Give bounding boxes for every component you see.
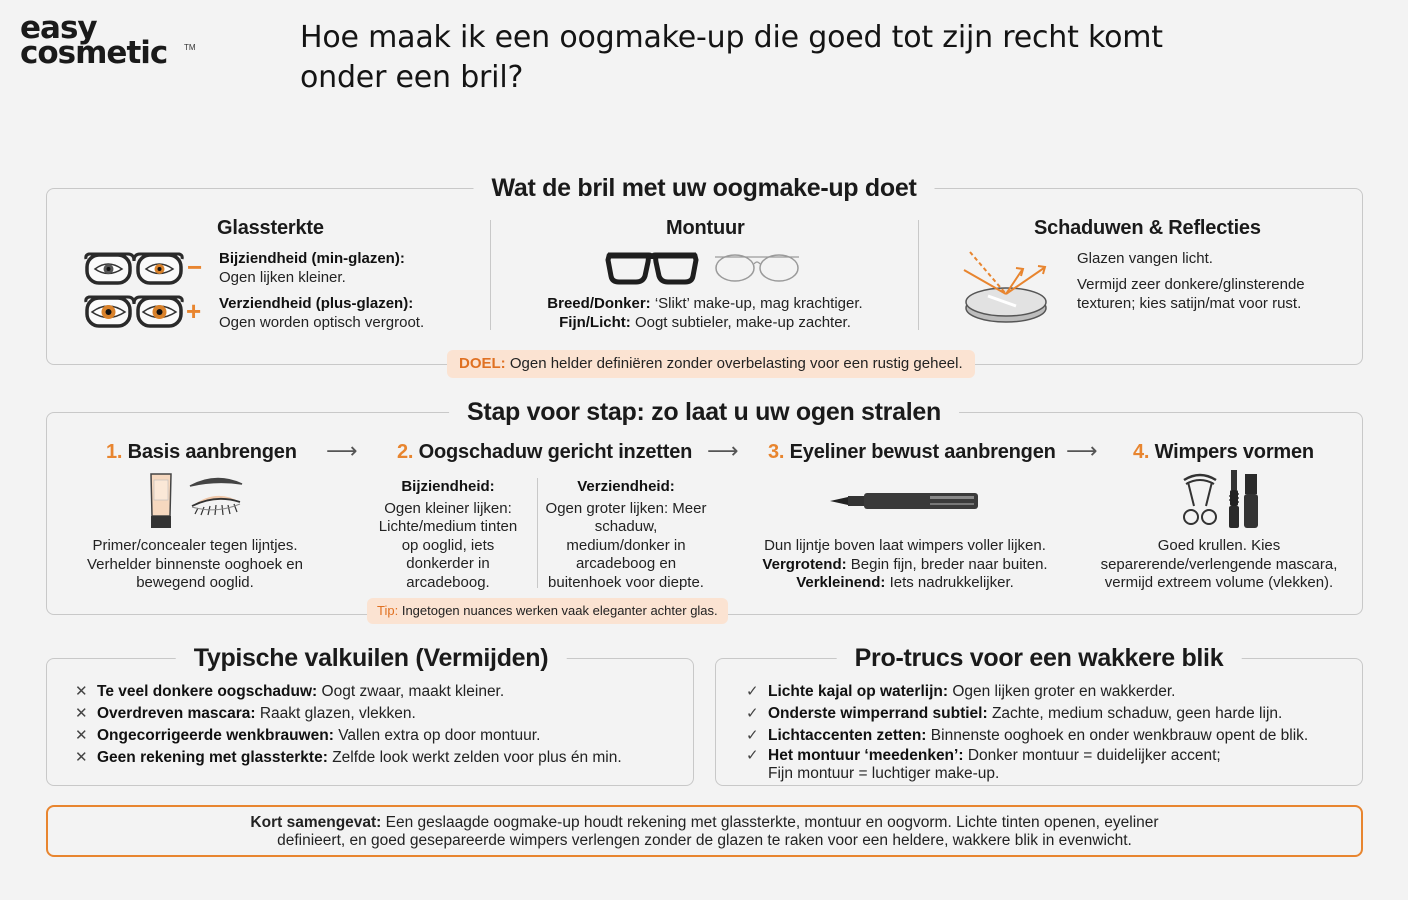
- item-text: Zelfde look werkt zelden voor plus én min.: [332, 749, 622, 766]
- logo-trademark: TM: [184, 43, 196, 52]
- pitfalls-title: Typische valkuilen (Vermijden): [176, 643, 567, 673]
- step-2-myopia-heading: Bijziendheid:: [401, 478, 495, 495]
- step-3-reduce-text: Iets nadrukkelijker.: [889, 574, 1014, 591]
- item-label: Ongecorrigeerde wenkbrauwen:: [97, 727, 334, 744]
- step-2-heading: [397, 441, 692, 464]
- brand-logo: [20, 10, 196, 72]
- glasses-effect-title: Wat de bril met uw oogmake-up doet: [473, 173, 934, 203]
- item-text: Ogen lijken groter en wakkerder.: [952, 683, 1176, 700]
- list-item: [75, 725, 685, 747]
- shadows-heading: Schaduwen & Reflecties: [1034, 217, 1261, 239]
- mascara-icon: [1227, 470, 1261, 530]
- item-label: Onderste wimperrand subtiel:: [768, 705, 988, 722]
- step-2-myopia-text: Ogen kleiner lijken: Lichte/medium tinten op ooglid, iets donkerder in arcadeboog.: [378, 499, 518, 591]
- tip-badge: [367, 598, 728, 624]
- glasses-strength-heading: Glassterkte: [217, 217, 324, 239]
- step-4-number: 4.: [1133, 441, 1150, 463]
- step-1-text: Primer/concealer tegen lijntjes. Verhelder binnenste ooghoek en bewegend ooglid.: [86, 537, 303, 591]
- pro-tricks-list: [746, 681, 1356, 783]
- step-1-number: 1.: [106, 441, 123, 463]
- item-text: Binnenste ooghoek en onder wenkbrauw opent de blik.: [930, 727, 1309, 744]
- summary-box: [46, 805, 1363, 857]
- eyeliner-pen-icon: [830, 490, 980, 512]
- cross-icon: ✕: [75, 705, 88, 722]
- step-1-title: Basis aanbrengen: [127, 441, 297, 463]
- hyperopia-text: Ogen worden optisch vergroot.: [219, 313, 425, 331]
- list-item: [746, 703, 1356, 725]
- thin-frame-glasses-icon: [713, 252, 801, 284]
- list-item: [75, 747, 685, 769]
- step-4-heading: [1133, 441, 1314, 464]
- eyelid-icon: [186, 474, 246, 524]
- divider: [490, 220, 491, 330]
- step-3-line-1: Dun lijntje boven laat wimpers voller lijken.: [764, 537, 1046, 554]
- step-arrow-3-4: ⟶: [1066, 438, 1098, 463]
- cross-icon: ✕: [75, 749, 88, 766]
- pro-tricks-title: Pro-trucs voor een wakkere blik: [837, 643, 1242, 673]
- thin-frame-label: Fijn/Licht:: [559, 313, 631, 331]
- step-3-reduce-label: Verkleinend:: [796, 574, 886, 591]
- step-3-enlarge-text: Begin fijn, breder naar buiten.: [850, 555, 1048, 573]
- step-4-text: Goed krullen. Kies separerende/verlengende mascara, vermijd extreem volume (vlekken).: [1100, 537, 1338, 591]
- step-arrow-2-3: ⟶: [707, 438, 739, 463]
- item-label: Lichte kajal op waterlijn:: [768, 683, 949, 700]
- frame-description: [520, 295, 890, 332]
- step-arrow-1-2: ⟶: [326, 438, 358, 463]
- frame-heading: Montuur: [666, 217, 745, 239]
- wide-frame-text: ‘Slikt’ make-up, mag krachtiger.: [654, 295, 863, 312]
- eyelash-curler-icon: [1180, 470, 1220, 528]
- list-item: [75, 681, 685, 703]
- check-icon: ✓: [746, 727, 759, 744]
- cross-icon: ✕: [75, 727, 88, 744]
- hyperopia-description: [219, 295, 479, 332]
- step-2-hyperopia: [545, 478, 707, 592]
- step-2-title: Oogschaduw gericht inzetten: [418, 441, 693, 463]
- step-3-text: [740, 537, 1070, 593]
- myopia-description: [219, 250, 479, 287]
- step-1-heading: [106, 441, 297, 464]
- step-4-title: Wimpers vormen: [1154, 441, 1314, 463]
- shadows-line-2: Vermijd zeer donkere/glinsterende texturen; kies satijn/mat voor rust.: [1077, 276, 1305, 312]
- item-text: Fijn montuur = luchtiger make-up.: [768, 765, 1000, 782]
- goal-label: DOEL:: [459, 355, 506, 372]
- myopia-label: Bijziendheid (min-glazen):: [219, 250, 405, 267]
- item-text: Raakt glazen, vlekken.: [259, 705, 416, 722]
- glasses-plus-icon: [84, 294, 184, 330]
- thin-frame-text: Oogt subtieler, make-up zachter.: [634, 313, 851, 331]
- summary-label: Kort samengevat:: [250, 814, 382, 831]
- list-item: [746, 747, 1356, 783]
- divider: [918, 220, 919, 330]
- glasses-minus-icon: [84, 251, 184, 287]
- logo-line-2: cosmetic: [20, 35, 168, 72]
- divider: [537, 478, 538, 588]
- hyperopia-label: Verziendheid (plus-glazen):: [219, 295, 414, 312]
- cross-icon: ✕: [75, 683, 88, 700]
- plus-symbol: +: [186, 296, 202, 326]
- thick-frame-glasses-icon: [605, 250, 699, 286]
- page-title: Hoe maak ik een oogmake-up die goed tot zijn recht komt onder een bril?: [300, 20, 1163, 95]
- logo-line-1: easy: [20, 10, 97, 46]
- item-text: Vallen extra op door montuur.: [338, 727, 541, 744]
- item-label: Te veel donkere oogschaduw:: [97, 683, 318, 700]
- item-label: Overdreven mascara:: [97, 705, 256, 722]
- step-2-number: 2.: [397, 441, 414, 463]
- pitfalls-list: [75, 681, 685, 769]
- lens-reflection-icon: [960, 248, 1052, 330]
- summary-line-1: Een geslaagde oogmake-up houdt rekening met glassterkte, montuur en oogvorm. Lichte tinten openen, eyeliner: [385, 814, 1159, 831]
- check-icon: ✓: [746, 683, 759, 700]
- tip-label: Tip:: [377, 603, 399, 618]
- step-2-hyperopia-text: Ogen groter lijken: Meer schaduw, medium/donker in arcadeboog en buitenhoek voor diepte.: [545, 499, 707, 591]
- check-icon: ✓: [746, 705, 759, 722]
- item-label: Lichtaccenten zetten:: [768, 727, 927, 744]
- item-label: Het montuur ‘meedenken’:: [768, 747, 964, 764]
- item-text: Donker montuur = duidelijker accent;: [967, 747, 1221, 764]
- myopia-text: Ogen lijken kleiner.: [219, 268, 346, 286]
- step-3-enlarge-label: Vergrotend:: [762, 555, 847, 573]
- step-3-heading: [768, 441, 1056, 464]
- item-label: Geen rekening met glassterkte:: [97, 749, 328, 766]
- step-2-hyperopia-heading: Verziendheid:: [577, 478, 675, 495]
- shadows-line-1: Glazen vangen licht.: [1077, 250, 1213, 267]
- goal-text: Ogen helder definiëren zonder overbelasting voor een rustig geheel.: [509, 355, 963, 372]
- concealer-tube-icon: [148, 472, 174, 530]
- list-item: [746, 681, 1356, 703]
- step-3-title: Eyeliner bewust aanbrengen: [789, 441, 1056, 463]
- minus-symbol: −: [187, 252, 203, 282]
- item-text: Oogt zwaar, maakt kleiner.: [321, 683, 505, 700]
- list-item: [75, 703, 685, 725]
- step-3-number: 3.: [768, 441, 785, 463]
- wide-frame-label: Breed/Donker:: [547, 295, 651, 312]
- tip-text: Ingetogen nuances werken vaak eleganter achter glas.: [401, 603, 718, 618]
- summary-line-2: definieert, en goed gesepareerde wimpers verlengen zonder de glazen te raken voor een heldere, wakkere blik in evenwicht.: [277, 832, 1132, 849]
- step-by-step-title: Stap voor stap: zo laat u uw ogen stralen: [449, 397, 959, 427]
- check-icon: ✓: [746, 747, 759, 764]
- item-text: Zachte, medium schaduw, geen harde lijn.: [991, 705, 1283, 722]
- list-item: [746, 725, 1356, 747]
- goal-badge: [447, 350, 975, 378]
- step-2-myopia: [372, 478, 524, 592]
